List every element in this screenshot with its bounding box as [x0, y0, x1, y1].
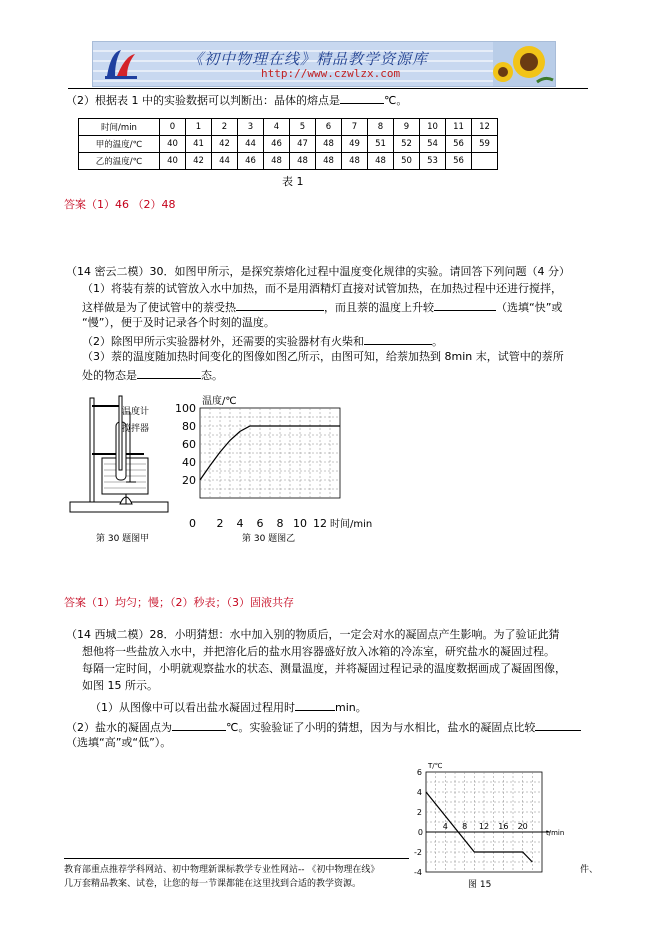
table-cell: 7 [342, 119, 368, 136]
table-cell: 2 [212, 119, 238, 136]
question-28-line4: 如图 15 所示。 [82, 679, 158, 692]
table-cell: 56 [446, 136, 472, 153]
label-thermometer: 温度计 [122, 407, 150, 417]
x-tick-label: 12 [478, 822, 490, 831]
footer-rule [64, 858, 409, 859]
y-tick-label: 60 [182, 437, 196, 451]
table-cell: 9 [394, 119, 420, 136]
y-axis-label: T/℃ [428, 762, 443, 770]
question-28-part2-end: （选填“高”或“低”）。 [66, 736, 172, 749]
question-30-part1-cont: 这样做是为了使试管中的萘受热 ，而且萘的温度上升较 （选填“快”或 [82, 301, 563, 314]
table-cell: 时间/min [79, 119, 160, 136]
table-cell: 50 [394, 153, 420, 170]
question-30-part3: （3）萘的温度随加热时间变化的图像如图乙所示，由图可知，给萘加热到 8min 末，试管中的萘所 [82, 350, 564, 363]
x-tick-label: 8 [276, 517, 284, 530]
origin-label: 0 [417, 828, 423, 837]
x-axis-label: t/min [546, 829, 565, 837]
data-table [78, 118, 498, 170]
label-stirrer: 搅拌器 [122, 424, 150, 434]
question-28-part2: （2）盐水的凝固点为 ℃。实验验证了小明的猜想，因为与水相比，盐水的凝固点比较 [66, 719, 581, 735]
table-cell: 48 [290, 153, 316, 170]
table-cell: 46 [264, 136, 290, 153]
figure-caption-yi: 第 30 题图乙 [242, 534, 296, 544]
table-cell: 42 [212, 136, 238, 153]
table-cell: 48 [264, 153, 290, 170]
banner-title: 《初中物理在线》精品教学资源库 [188, 50, 429, 68]
table-cell: 48 [342, 153, 368, 170]
site-logo [101, 46, 141, 82]
table-header-row [79, 119, 498, 136]
table-cell: 48 [316, 153, 342, 170]
header-banner [92, 41, 556, 87]
x-tick-label: 10 [293, 517, 307, 530]
answer-1: 答案（1）46 （2）48 [64, 198, 176, 211]
table-cell: 40 [160, 136, 186, 153]
answer-blank[interactable] [172, 719, 226, 731]
y-tick-label: 6 [416, 767, 422, 777]
table-cell: 56 [446, 153, 472, 170]
y-axis-label: 温度/℃ [202, 396, 237, 407]
table-cell: 12 [472, 119, 498, 136]
table-cell: 41 [186, 136, 212, 153]
table-cell: 54 [420, 136, 446, 153]
question-30-part1-end: “慢”），便于及时记录各个时刻的温度。 [82, 316, 275, 329]
answer-blank[interactable] [434, 299, 496, 311]
table-cell: 5 [290, 119, 316, 136]
question-28-stem: （14 西城二模）28．小明猜想：水中加入别的物质后，一定会对水的凝固点产生影响。为了验证此猜 [66, 628, 560, 641]
table-row [79, 136, 498, 153]
answer-blank[interactable] [137, 367, 201, 379]
table-cell: 40 [160, 153, 186, 170]
table-cell: 46 [238, 153, 264, 170]
question-30-stem: （14 密云二模）30．如图甲所示，是探究萘熔化过程中温度变化规律的实验。请回答下列问题（4 分） [66, 265, 570, 278]
y-tick-label: 100 [175, 401, 196, 415]
table-cell: 乙的温度/℃ [79, 153, 160, 170]
question-30-part3-cont: 处的物态是 态。 [82, 369, 223, 382]
x-tick-label: 6 [256, 517, 264, 530]
table-cell: 48 [316, 136, 342, 153]
figure-caption-15: 图 15 [468, 880, 492, 890]
x-tick-label: 4 [442, 822, 448, 831]
x-tick-label: 16 [498, 822, 509, 831]
question-28-part1: （1）从图像中可以看出盐水凝固过程用时 min。 [90, 701, 367, 714]
table-cell: 47 [290, 136, 316, 153]
answer-2: 答案（1）均匀；慢；（2）秒表；（3）固液共存 [64, 596, 294, 609]
question-28-line2: 想他将一些盐放入水中，并把溶化后的盐水用容器盛好放入冰箱的冷冻室，研究盐水的凝固过程。 [82, 645, 555, 658]
table-cell: 44 [212, 153, 238, 170]
question-30-part1: （1）将装有萘的试管放入水中加热，而不是用酒精灯直接对试管加热，在加热过程中还进行搅拌， [82, 282, 562, 295]
y-tick-label: 20 [182, 473, 196, 487]
answer-blank[interactable] [364, 333, 432, 345]
answer-blank[interactable] [236, 299, 324, 311]
y-tick-label: 80 [182, 419, 196, 433]
question-28-line3: 每隔一定时间，小明就观察盐水的状态、测量温度，并将凝固过程记录的温度数据画成了凝固图像， [82, 662, 566, 675]
x-tick-label: 4 [236, 517, 244, 530]
table-cell: 10 [420, 119, 446, 136]
table-cell: 42 [186, 153, 212, 170]
figure-caption-jia: 第 30 题图甲 [96, 534, 150, 544]
x-tick-label: 12 [313, 517, 327, 530]
freezing-chart-fig15 [404, 756, 574, 890]
origin-label: 0 [189, 517, 196, 530]
x-tick-label: 8 [462, 822, 468, 831]
table-cell: 51 [368, 136, 394, 153]
table-cell: 11 [446, 119, 472, 136]
table-cell: 52 [394, 136, 420, 153]
table-cell: 0 [160, 119, 186, 136]
question-30-part2: （2）除图甲所示实验器材外，还需要的实验器材有火柴和 。 [82, 335, 443, 348]
question-melting-point: （2）根据表 1 中的实验数据可以判断出：晶体的熔点是 ℃。 [66, 94, 408, 107]
footer-line1-end: 件、 [580, 865, 599, 875]
header-rule [68, 88, 588, 89]
answer-blank[interactable] [295, 699, 335, 711]
table-cell: 4 [264, 119, 290, 136]
table-cell: 59 [472, 136, 498, 153]
table-cell: 3 [238, 119, 264, 136]
table-row [79, 153, 498, 170]
temperature-chart-yi [170, 388, 380, 536]
table-cell: 1 [186, 119, 212, 136]
x-tick-label: 2 [216, 517, 224, 530]
table-cell: 49 [342, 136, 368, 153]
x-axis-label: 时间/min [330, 519, 373, 530]
table-cell: 8 [368, 119, 394, 136]
table-cell: 6 [316, 119, 342, 136]
answer-blank[interactable] [340, 92, 384, 104]
table-cell: 44 [238, 136, 264, 153]
table-cell: 48 [368, 153, 394, 170]
table-cell [472, 153, 498, 170]
footer-line1: 教育部重点推荐学科网站、初中物理新课标教学专业性网站-- 《初中物理在线》 [64, 865, 380, 875]
table-caption: 表 1 [282, 175, 304, 188]
y-tick-label: 40 [182, 455, 196, 469]
apparatus-figure [64, 392, 174, 524]
x-tick-label: 20 [517, 822, 528, 831]
footer-line2: 几万套精品教案、试卷，让您的每一节课都能在这里找到合适的教学资源。 [64, 879, 362, 889]
sunflower-image [493, 42, 555, 86]
answer-blank[interactable] [535, 719, 581, 731]
table-cell: 53 [420, 153, 446, 170]
y-tick-label: 2 [416, 807, 422, 817]
banner-url[interactable]: http://www.czwlzx.com [261, 67, 401, 80]
y-tick-label: -4 [414, 867, 422, 877]
y-tick-label: 4 [416, 787, 422, 797]
y-tick-label: -2 [414, 847, 422, 857]
table-cell: 甲的温度/℃ [79, 136, 160, 153]
